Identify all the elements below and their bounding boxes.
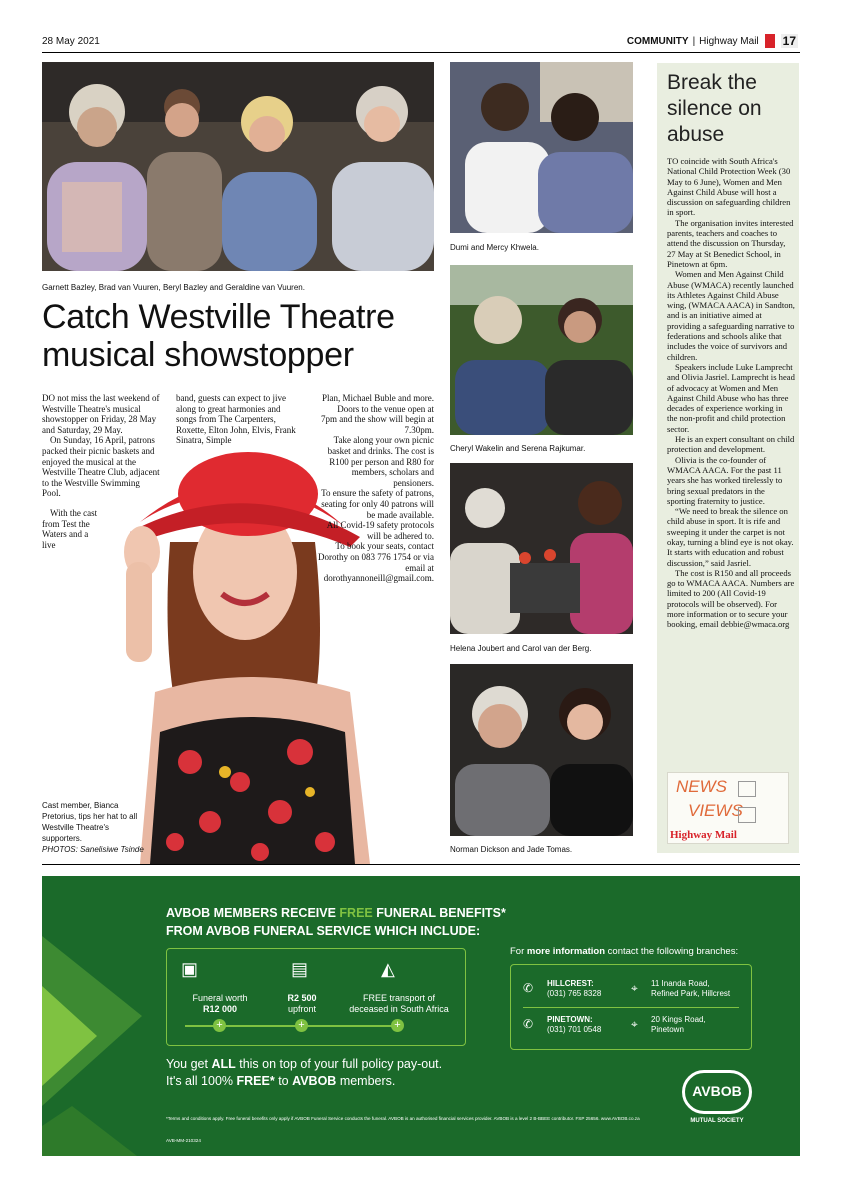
phone-icon: ✆ <box>523 981 534 995</box>
branch-pinetown-address: 20 Kings Road, Pinetown <box>651 1015 706 1034</box>
sidebar-headline: Break the silence on abuse <box>667 71 762 146</box>
cheryl-serena-caption: Cheryl Wakelin and Serena Rajkumar. <box>450 444 586 453</box>
map-vehicle-icon: ◭ <box>381 959 395 979</box>
news-views-logo <box>667 772 789 844</box>
article-paragraph: DO not miss the last weekend of Westville Theatre's musical showstopper on Friday, 28 May and Saturday, 29 May. <box>42 393 160 435</box>
dumi-mercy-photo <box>450 62 633 233</box>
ad-separator <box>42 864 800 865</box>
sidebar-paragraph: Speakers include Luke Lamprecht and Olivia Jasriel. Lamprecht is head of advocacy at Women and Men Against Child Abuse who has three decades of experience working in the non-profit and child protection sector. <box>667 361 795 434</box>
ad-reference-code: AVB-MM-210324 <box>166 1138 201 1143</box>
coffin-icon: ▣ <box>181 959 199 979</box>
issue-date: 28 May 2021 <box>42 36 100 47</box>
helena-carol-photo <box>450 463 633 634</box>
helena-carol-caption: Helena Joubert and Carol van der Berg. <box>450 644 592 653</box>
sidebar-paragraph: Women and Men Against Child Abuse (WMACA) recently launched its Athletes Against Child Abuse wing, (WMACA AACA) in Sandton, and is an initiative aimed at providing a safeguarding narrative to federations and schools alike that includes the voice of survivors and children. <box>667 269 795 362</box>
sidebar-paragraph: The cost is R150 and all proceeds go to WMACA AACA. Numbers are limited to 200 (All Covid-19 protocols will be observed). For more information or to secure your booking, email debbie@wmaca.org <box>667 567 795 630</box>
dumi-mercy-caption: Dumi and Mercy Khwela. <box>450 243 539 252</box>
branch-hillcrest-address: 11 Inanda Road, Refined Park, Hillcrest <box>651 979 731 998</box>
sidebar-paragraph: Olivia is the co-founder of WMACA AACA. For the past 11 years she has worked tirelessly to bring sexual predators in the sporting fraternity to justice. <box>667 454 783 506</box>
article-column-2 <box>176 393 298 446</box>
article-paragraph: band, guests can expect to jive along to great harmonies and songs from The Carpenters, Roxette, Elton John, Elvis, Frank Sinatra, Simple <box>176 393 296 446</box>
avbob-advertisement <box>42 876 800 1156</box>
article-paragraph: Plan, Michael Buble and more. <box>322 393 434 403</box>
avbob-logo-subtitle: MUTUAL SOCIETY <box>690 1118 744 1124</box>
section-name: COMMUNITY <box>626 35 689 47</box>
cheryl-serena-photo <box>450 265 633 435</box>
article-paragraph: To book your seats, contact Dorothy on 083 776 1754 or via email at dorothyannoneill@gmail.com. <box>318 541 434 584</box>
photo-credit: PHOTOS: Sanelisiwe Tsinde <box>42 845 144 854</box>
location-pin-icon: ⌖ <box>631 1017 638 1031</box>
plus-icon: + <box>391 1019 404 1032</box>
group-photo-caption: Garnett Bazley, Brad van Vuuren, Beryl Bazley and Geraldine van Vuuren. <box>42 283 305 292</box>
page-number: 17 <box>782 34 796 48</box>
article-column-1-cont <box>42 508 100 550</box>
article-column-3 <box>312 393 434 584</box>
avbob-logo: AVBOB <box>682 1070 752 1114</box>
norman-jade-caption: Norman Dickson and Jade Tomas. <box>450 845 573 854</box>
ad-tagline: You get ALL this on top of your full policy pay-out. It's all 100% FREE* to AVBOB members. <box>166 1057 443 1088</box>
branch-pinetown: PINETOWN: (031) 701 0548 <box>547 1015 602 1034</box>
ad-info-line: For more information contact the following branches: <box>510 946 739 957</box>
benefit-funeral: Funeral worth R12 000 <box>192 993 248 1014</box>
logo-views-text: VIEWS <box>688 801 743 820</box>
ad-fine-print: *Terms and conditions apply. Free funeral benefits only apply if AVBOB Funeral Service conducts the funeral. AVBOB is an authorised financial services provider. AVBOB is a level 2 B-BBEE contributor. FSP 25656. www.AVBOB.co.za <box>166 1116 640 1121</box>
ad-headline: AVBOB MEMBERS RECEIVE FREE FUNERAL BENEFITS* FROM AVBOB FUNERAL SERVICE WHICH INCLUDE: <box>166 906 506 938</box>
article-paragraph: On Sunday, 16 April, patrons packed their picnic baskets and enjoyed the musical at the Westville Theatre Club, adjacent to the Westville Swimming Pool. <box>42 435 160 499</box>
article-paragraph: All Covid-19 safety protocols will be adhered to. <box>326 520 434 541</box>
phone-icon: ✆ <box>523 1017 534 1031</box>
ad-decoration-shape <box>42 876 162 1156</box>
norman-jade-photo <box>450 664 633 836</box>
branch-hillcrest: HILLCREST: (031) 765 8328 <box>547 979 602 998</box>
logo-brand-text: Highway Mail <box>670 829 737 841</box>
sidebar-paragraph: TO coincide with South Africa's National Child Protection Week (30 May to 6 June), Women and Men Against Child Abuse will host a discussion on safeguarding children in sport. <box>667 156 791 218</box>
location-pin-icon: ⌖ <box>631 981 638 995</box>
header-rule <box>42 52 800 53</box>
article-headline: Catch Westville Theatre musical showstopper <box>42 298 395 374</box>
branches-box <box>510 964 752 1050</box>
article-paragraph: Take along your own picnic basket and drinks. The cost is R100 per person and R80 for members, scholars and pensioners. <box>327 435 434 488</box>
checkbox-icon <box>738 807 756 823</box>
logo-news-text: NEWS <box>676 777 727 796</box>
cast-photo-caption: Cast member, Bianca Pretorius, tips her hat to all Westville Theatre's supporters. <box>42 801 138 843</box>
sidebar-paragraph: The organisation invites interested parents, teachers and coaches to attend the discussion on Thursday, 27 May at St Benedict School, in Pinetown at 6pm. <box>667 217 794 269</box>
plus-icon: + <box>213 1019 226 1032</box>
article-paragraph: With the cast from Test the Waters and a live <box>42 508 98 550</box>
branch-divider <box>523 1007 739 1008</box>
page-header: COMMUNITY | Highway Mail 17 <box>626 34 796 48</box>
checkbox-icon <box>738 781 756 797</box>
article-paragraph: Doors to the venue open at 7pm and the show will begin at 7.30pm. <box>321 403 434 435</box>
benefit-upfront: R2 500 upfront <box>287 993 317 1014</box>
article-paragraph: To ensure the safety of patrons, seating for only 40 patrons will be made available. <box>321 488 434 520</box>
sidebar-paragraph: He is an expert consultant on child protection and development. <box>667 434 795 455</box>
group-photo <box>42 62 434 271</box>
publication-name: Highway Mail <box>699 35 759 47</box>
money-icon: ▤ <box>291 959 309 979</box>
plus-icon: + <box>295 1019 308 1032</box>
section-color-block <box>765 34 775 48</box>
sidebar-article <box>667 156 795 630</box>
benefits-box <box>166 948 466 1046</box>
sidebar-paragraph: “We need to break the silence on child abuse in sport. It is rife and sweeping it under the carpet is not okay, turning a blind eye is not okay. It starts with education and robust discussion,” said Jasriel. <box>667 506 794 568</box>
benefit-transport: FREE transport of deceased in South Africa <box>349 993 449 1014</box>
